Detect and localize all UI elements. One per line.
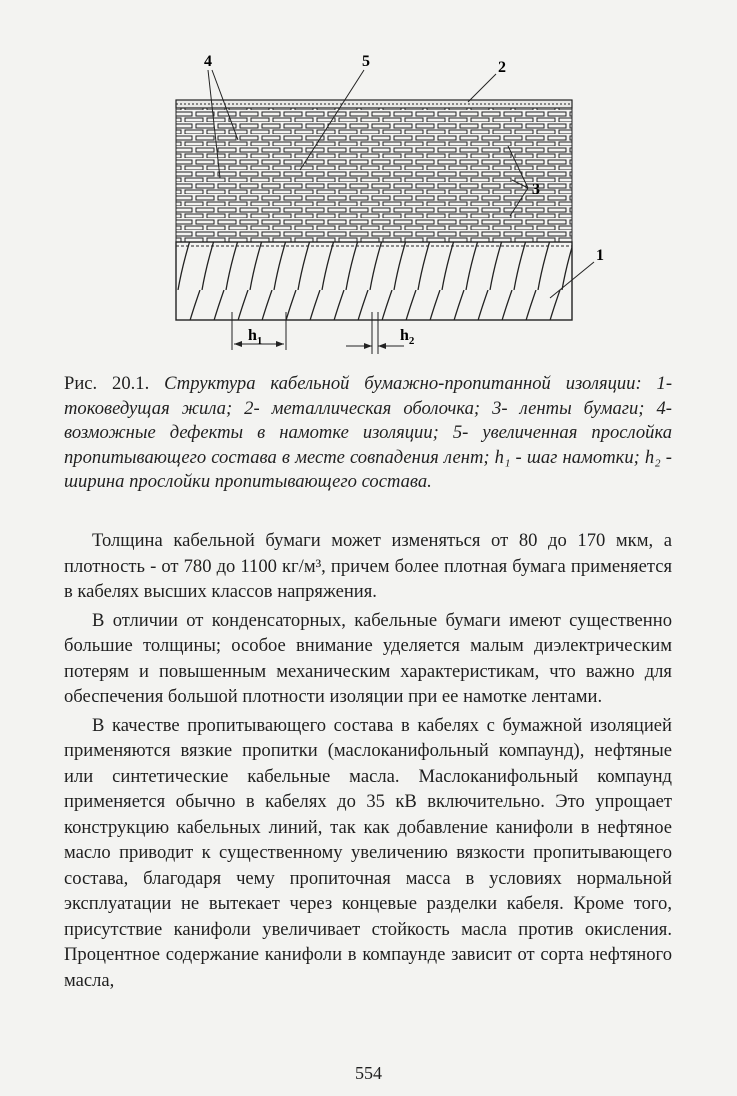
label-h2: $h_2$ [400, 327, 415, 347]
caption-lead: Рис. 20.1. [64, 373, 150, 394]
label-2: 2 [498, 59, 506, 76]
label-5: 5 [362, 53, 370, 70]
paragraph-2: В отличии от конденсаторных, кабельные бумаги имеют существенно большие толщины; особое внимание уделяется малым диэлектрическим потерям и повышенным механическим характеристикам, что важно для обеспечения большой плотности изоляции при ее намотке лентами. [64, 609, 672, 707]
paper-tapes [176, 108, 572, 242]
label-3: 3 [532, 181, 540, 198]
insulation-diagram [150, 50, 610, 360]
paragraph-1: Толщина кабельной бумаги может изменяться от 80 до 170 мкм, а плотность - от 780 до 1100 кг/м³, причем более плотная бумага применяется в кабелях высших классов напряжения. [64, 530, 672, 602]
figure-caption [64, 372, 672, 495]
label-1: 1 [596, 247, 604, 264]
label-4: 4 [204, 53, 212, 70]
paragraph-3: В качестве пропитывающего состава в кабелях с бумажной изоляцией применяются вязкие пропитки (маслоканифольный компаунд), нефтяные или синтетические кабельные масла. Маслоканифольный компаунд применяется обычно в кабелях до 35 кВ включительно. Это упрощает конструкцию кабельных линий, так как добавление канифоли в нефтяное масло приводит к существенному увеличению вязкости пропитывающего состава, благодаря чему пропиточная масса в условиях нормальной эксплуатации не вытекает через концевые разделки кабеля. Кроме того, присутствие канифоли увеличивает стойкость масла против окисления. Процентное содержание канифоли в компаунде зависит от сорта нефтяного масла, [64, 714, 672, 991]
label-h1: $h_1$ [248, 327, 263, 347]
caption-body: Структура кабельной бумажно-пропитанной изоляции: 1- токоведущая жила; 2- металлическая оболочка; 3- ленты бумаги; 4- возможные дефекты в намотке изоляции; 5- увеличенная прослойка пропитывающего состава в месте совпадения лент; h₁ - шаг намотки; h₂ - ширина прослойки пропитывающего состава. [64, 373, 673, 492]
cable-insulation-figure [150, 50, 610, 360]
body-text [64, 528, 672, 996]
page-number: 554 [355, 1063, 382, 1083]
conductor [176, 242, 572, 320]
